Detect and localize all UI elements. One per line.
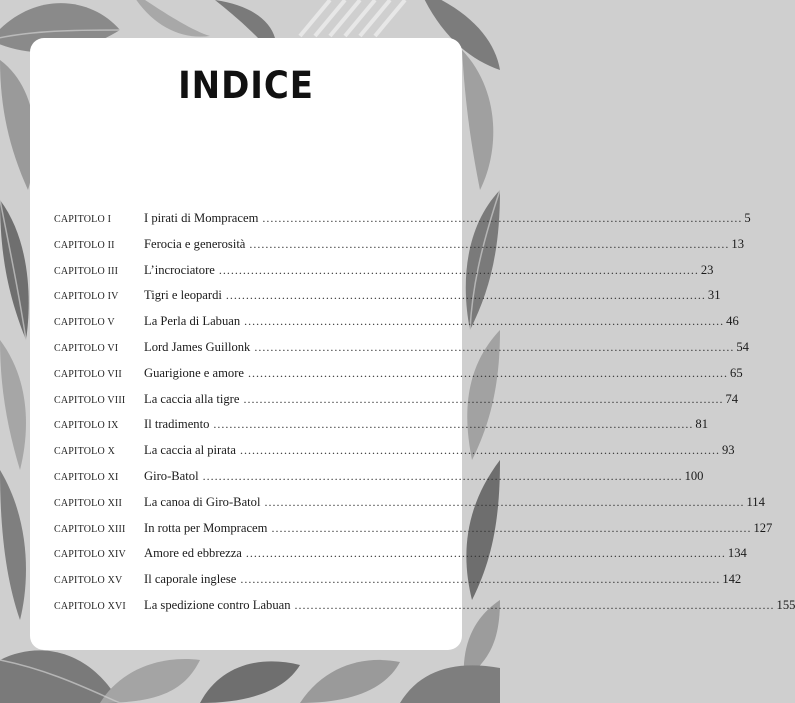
page-number: 93 [721,443,735,458]
page-number: 5 [744,211,751,225]
page-number: 13 [731,236,744,251]
dot-leader: ........................................................................................................................ [264,494,745,509]
chapter-title: La canoa di Giro-Batol [144,494,261,509]
page-number: 23 [700,262,714,277]
chapter-title: Lord James Guillonk [144,339,251,354]
chapter-label: CAPITOLO XVI [54,600,126,612]
page-number: 134 [727,546,747,561]
toc-entry [54,335,749,361]
chapter-title: La Perla di Labuan [144,314,241,329]
chapter-label: CAPITOLO XII [54,497,123,509]
chapter-label: CAPITOLO XI [54,471,119,483]
chapter-title: Guarigione e amore [144,365,245,380]
dot-leader: ........................................................................................................................ [245,546,726,561]
dot-leader: ........................................................................................................................ [249,236,730,251]
chapter-title: In rotta per Mompracem [144,520,268,535]
toc-entry [54,541,747,567]
toc-entry [54,567,742,593]
chapter-label: CAPITOLO IX [54,420,119,432]
chapter-title: La spedizione contro Labuan [144,597,291,612]
dot-leader: ........................................................................................................................ [218,262,699,277]
chapter-label: CAPITOLO VIII [54,394,126,406]
toc-entry [54,593,795,619]
chapter-label: CAPITOLO V [54,317,115,329]
dot-leader: ........................................................................................................................ [202,468,683,483]
table-of-contents [54,206,795,619]
chapter-title: L’incrociatore [144,262,215,277]
chapter-label: CAPITOLO VI [54,342,119,354]
dot-leader: ........................................................................................................................ [243,391,724,406]
page-number: 31 [707,288,721,303]
toc-entry [54,232,744,258]
page-number: 81 [695,417,708,432]
chapter-title: Amore ed ebbrezza [144,546,242,561]
toc-entry [54,490,765,516]
dot-leader: ........................................................................................................................ [254,339,735,354]
page-number: 127 [753,520,773,535]
page-number: 46 [726,314,739,329]
page-number: 155 [776,597,795,612]
dot-leader: ........................................................................................................................ [294,597,775,612]
dot-leader: ........................................................................................................................ [225,288,706,303]
toc-entry [54,361,743,387]
dot-leader: ........................................................................................................................ [213,417,694,432]
page-title: INDICE [178,64,314,107]
dot-leader: ........................................................................................................................ [244,314,725,329]
chapter-label: CAPITOLO VII [54,368,122,380]
toc-entry [54,258,714,284]
toc-entry [54,387,739,413]
page-number: 65 [730,365,743,380]
chapter-label: CAPITOLO XV [54,575,123,587]
chapter-title: I pirati di Mompracem [144,211,259,225]
toc-entry [54,438,735,464]
page-number: 100 [684,468,704,483]
dot-leader: ........................................................................................................................ [240,572,721,587]
toc-entry [54,412,708,438]
chapter-title: Tigri e leopardi [144,288,222,303]
page-number: 114 [746,494,765,509]
page-number: 54 [736,339,749,354]
chapter-label: CAPITOLO III [54,265,119,277]
chapter-label: CAPITOLO XIV [54,549,126,561]
toc-entry [54,206,751,232]
dot-leader: ........................................................................................................................ [271,520,752,535]
toc-entry [54,309,739,335]
chapter-label: CAPITOLO I [54,214,112,225]
chapter-title: Il tradimento [144,417,210,432]
chapter-label: CAPITOLO X [54,446,115,458]
index-panel [30,38,795,650]
chapter-label: CAPITOLO II [54,239,115,251]
page-number: 74 [725,391,739,406]
chapter-title: La caccia alla tigre [144,391,240,406]
chapter-label: CAPITOLO XIII [54,523,126,535]
chapter-label: CAPITOLO IV [54,291,119,303]
toc-entry [54,516,773,542]
chapter-title: Ferocia e generosità [144,236,246,251]
dot-leader: ........................................................................................................................ [262,211,743,225]
dot-leader: ........................................................................................................................ [239,443,720,458]
toc-entry [54,283,721,309]
chapter-title: La caccia al pirata [144,443,236,458]
dot-leader: ........................................................................................................................ [248,365,729,380]
page-number: 142 [722,572,742,587]
toc-entry [54,464,704,490]
chapter-title: Il caporale inglese [144,572,237,587]
chapter-title: Giro-Batol [144,468,199,483]
